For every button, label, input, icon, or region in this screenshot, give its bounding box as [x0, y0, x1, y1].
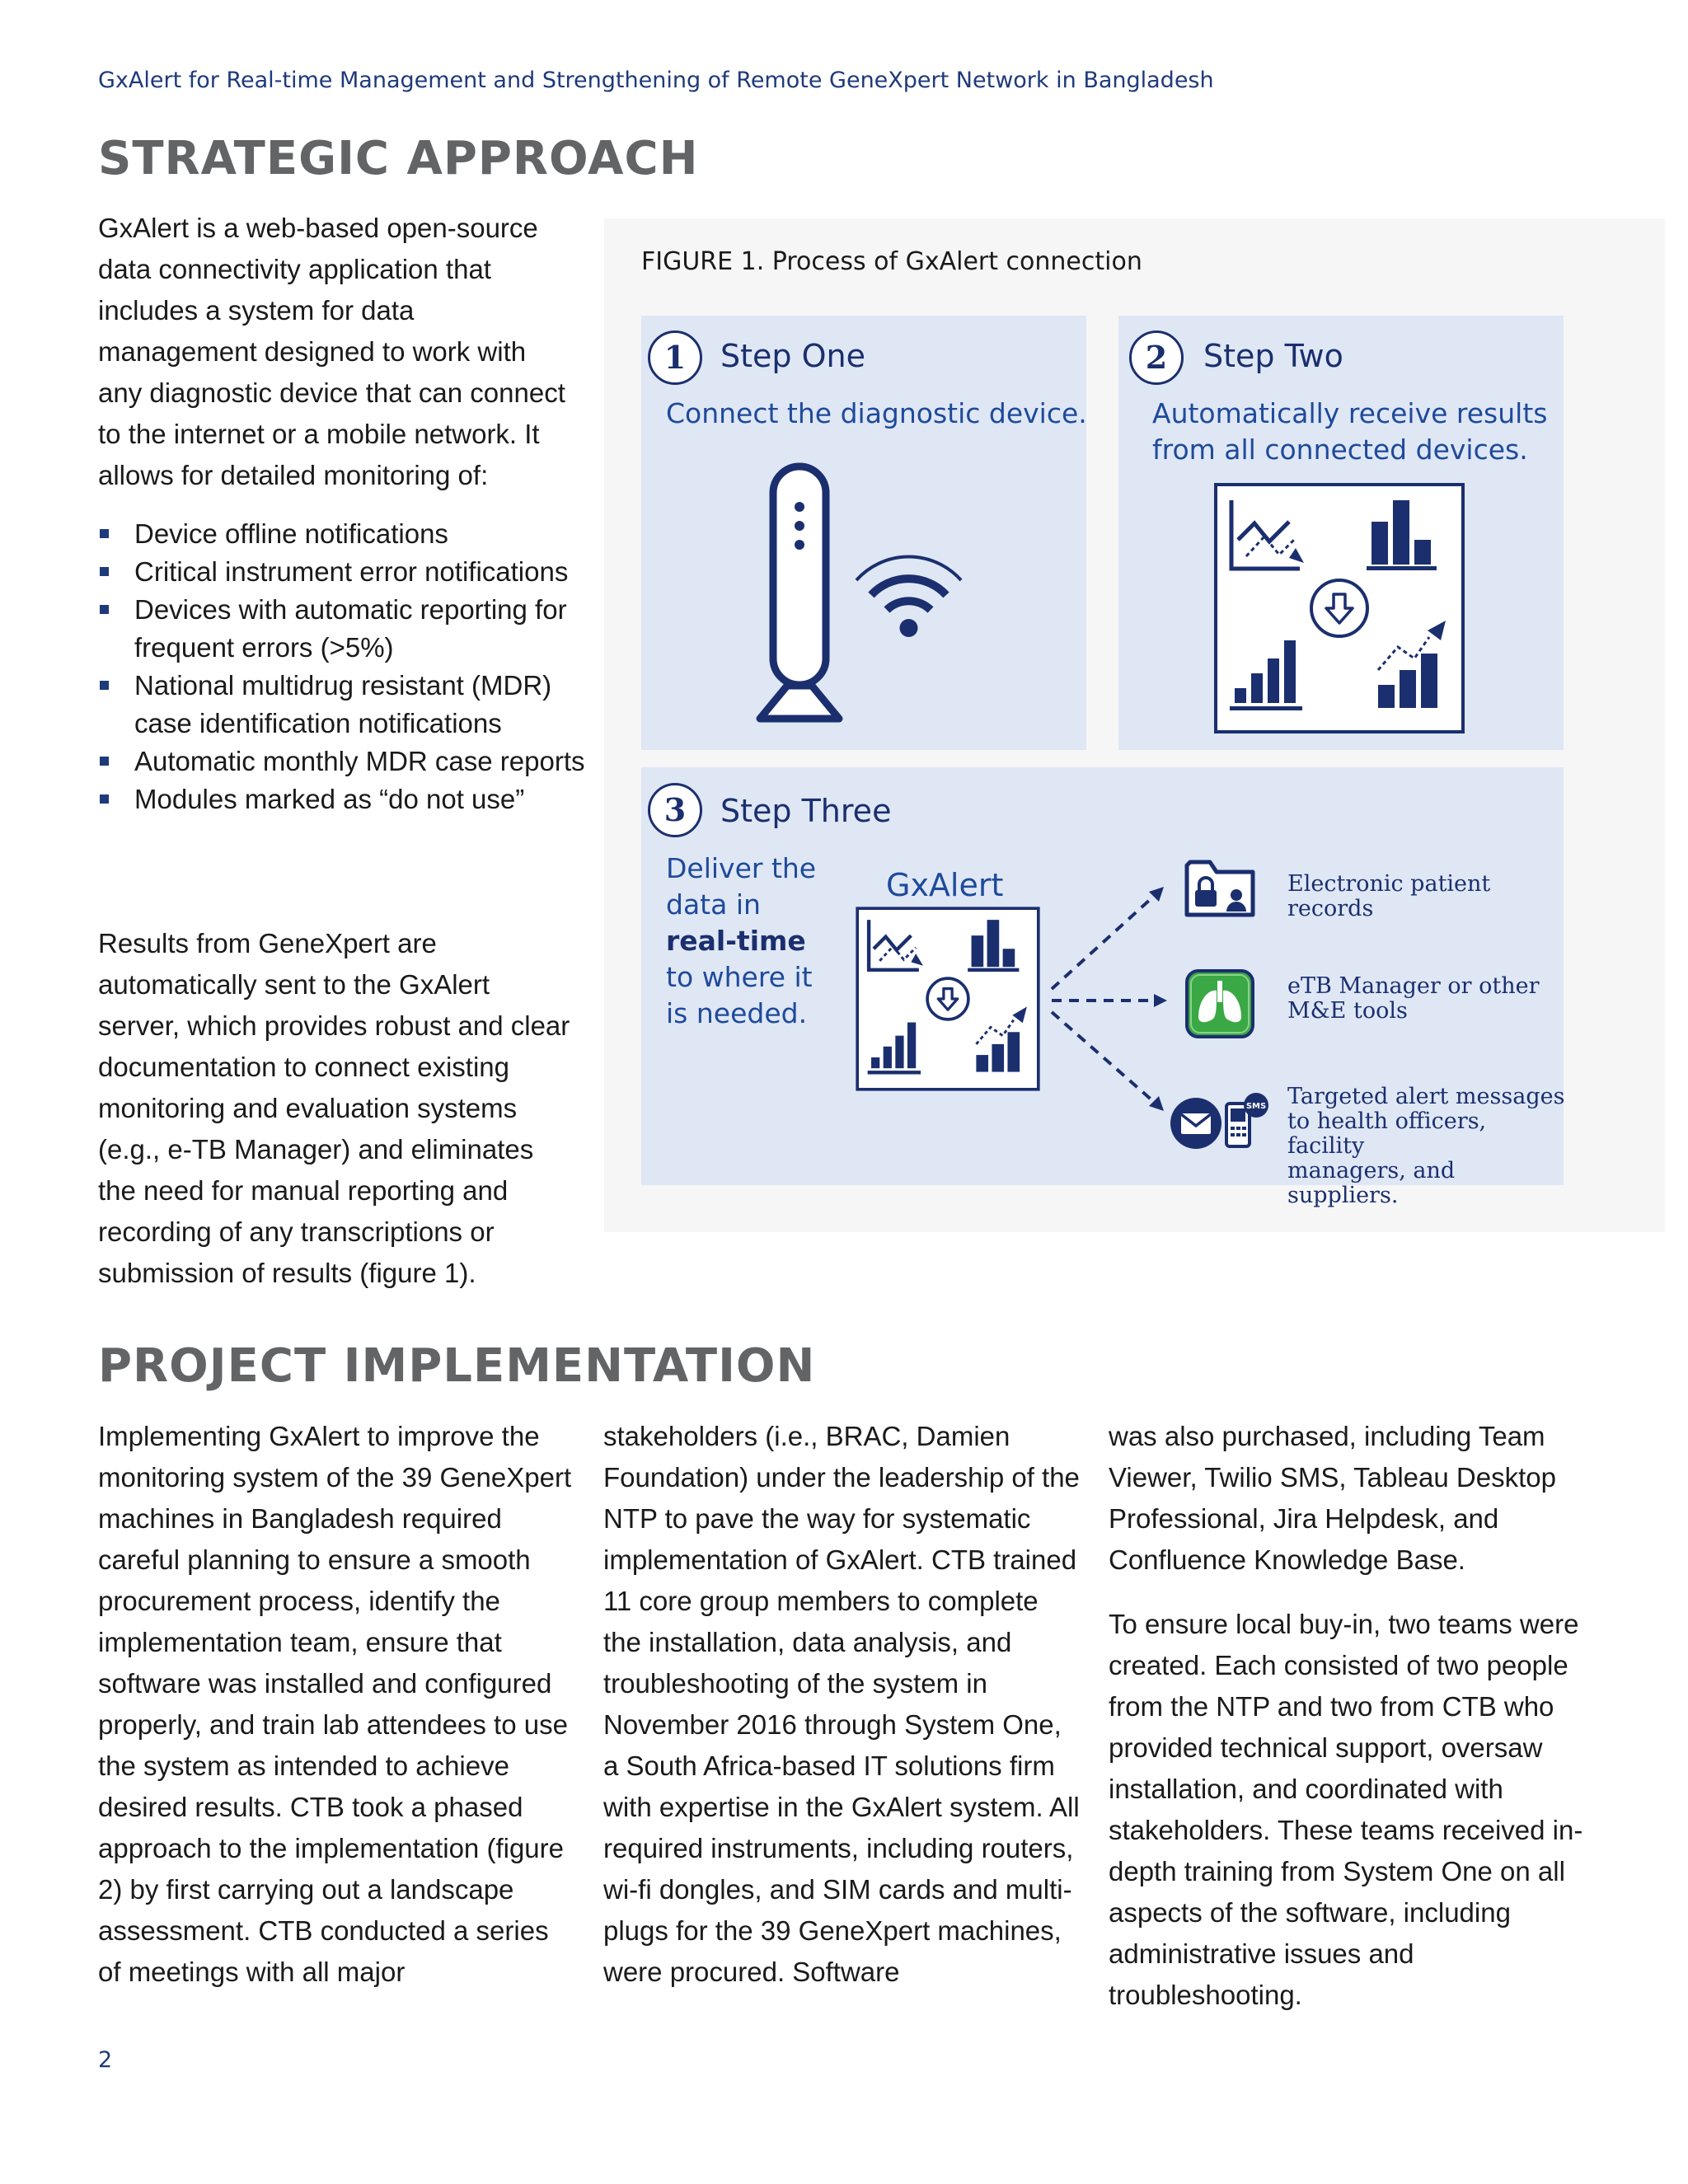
page-number: 2	[98, 2047, 113, 2073]
list-item: National multidrug resistant (MDR) case identification notifications	[98, 667, 593, 743]
section-title-strategic: STRATEGIC APPROACH	[98, 132, 699, 185]
sms-badge: SMS	[1245, 1102, 1267, 1111]
list-item: Modules marked as “do not use”	[98, 780, 593, 818]
delivery-arrows	[1047, 882, 1179, 1113]
step-one-panel	[641, 316, 1086, 750]
implementation-column-3: was also purchased, including Team Viewer, Twilio SMS, Tableau Desktop Professional, Jira Helpdesk, and Confluence Knowledge Base. To ensure local buy-in, two teams were created. Each consisted of two people from the NTP and two from CTB who provided technical support, oversaw installation, and coordinated with stakeholders. These teams received in-depth training from System One on all aspects of the software, including administrative issues and troubleshooting.	[1109, 1421, 1583, 2010]
step-two-desc: Automatically receive results from all connected devices.	[1152, 397, 1548, 466]
step-two-number: 2	[1129, 330, 1184, 385]
step-one-title: Step One	[720, 338, 865, 374]
email-icon	[1169, 1096, 1223, 1151]
list-item: Device offline notifications	[98, 515, 593, 553]
step-two-title: Step Two	[1203, 338, 1343, 374]
step-three-title: Step Three	[720, 793, 892, 829]
monitoring-list	[98, 515, 593, 818]
download-arrow-icon	[1311, 580, 1367, 636]
output-label-etb: eTB Manager or other M&E tools	[1287, 973, 1540, 1024]
lungs-icon	[1185, 969, 1254, 1038]
list-item: Devices with automatic reporting for frequent errors (>5%)	[98, 591, 593, 667]
step-one-number: 1	[648, 330, 702, 385]
figure-caption: FIGURE 1. Process of GxAlert connection	[641, 247, 1142, 276]
gxalert-dashboard-icon	[855, 907, 1041, 1091]
dashboard-icon	[1213, 482, 1465, 734]
intro-paragraph: GxAlert is a web-based open-source data connectivity application that includes a system for data management designed to work with any diagnostic device that can connect to the internet or a mobile network. It allows for detailed monitoring of:	[98, 213, 565, 490]
implementation-column-2: stakeholders (i.e., BRAC, Damien Foundation) under the leadership of the NTP to pave the way for systematic implementation of GxAlert. CTB trained 11 core group members to complete the installation, data analysis, and troubleshooting of the system in November 2016 through System One, a South Africa-based IT solutions firm with expertise in the GxAlert system. All required instruments, including routers, wi-fi dongles, and SIM cards and multi-plugs for the 39 GeneXpert machines, were procured. Software	[603, 1421, 1080, 1987]
step-one-desc: Connect the diagnostic device.	[666, 397, 1087, 429]
output-label-alerts: Targeted alert messages to health officers, facility managers, and suppliers.	[1287, 1084, 1565, 1208]
list-item: Critical instrument error notifications	[98, 553, 593, 591]
patient-records-icon	[1184, 857, 1258, 920]
diagnostic-device-icon	[750, 462, 849, 733]
section-title-implementation: PROJECT IMPLEMENTATION	[98, 1339, 816, 1393]
list-item: Automatic monthly MDR case reports	[98, 743, 593, 780]
wifi-icon	[853, 547, 964, 642]
step-three-number: 3	[648, 783, 702, 837]
running-head: GxAlert for Real-time Management and Strengthening of Remote GeneXpert Network in Bangladesh	[98, 68, 1214, 93]
implementation-column-1: Implementing GxAlert to improve the monitoring system of the 39 GeneXpert machines in Bangladesh required careful planning to ensure a smooth procurement process, identify the implementation team, ensure that software was installed and configured properly, and train lab attendees to use the system as intended to achieve desired results. CTB took a phased approach to the implementation (figure 2) by first carrying out a landscape assessment. CTB conducted a series of meetings with all major	[98, 1421, 572, 1987]
output-label-records: Electronic patient records	[1287, 871, 1491, 921]
gxalert-label: GxAlert	[886, 867, 1004, 903]
phone-sms-icon	[1223, 1092, 1271, 1150]
results-paragraph: Results from GeneXpert are automatically sent to the GxAlert server, which provides robust and clear documentation to connect existing monitoring and evaluation systems (e.g., e-TB Manager) and eliminates the need for manual reporting and recording of any transcriptions or submission of results (figure 1).	[98, 928, 570, 1288]
step-three-desc: Deliver the data in real-time to where it is needed.	[666, 852, 817, 1029]
